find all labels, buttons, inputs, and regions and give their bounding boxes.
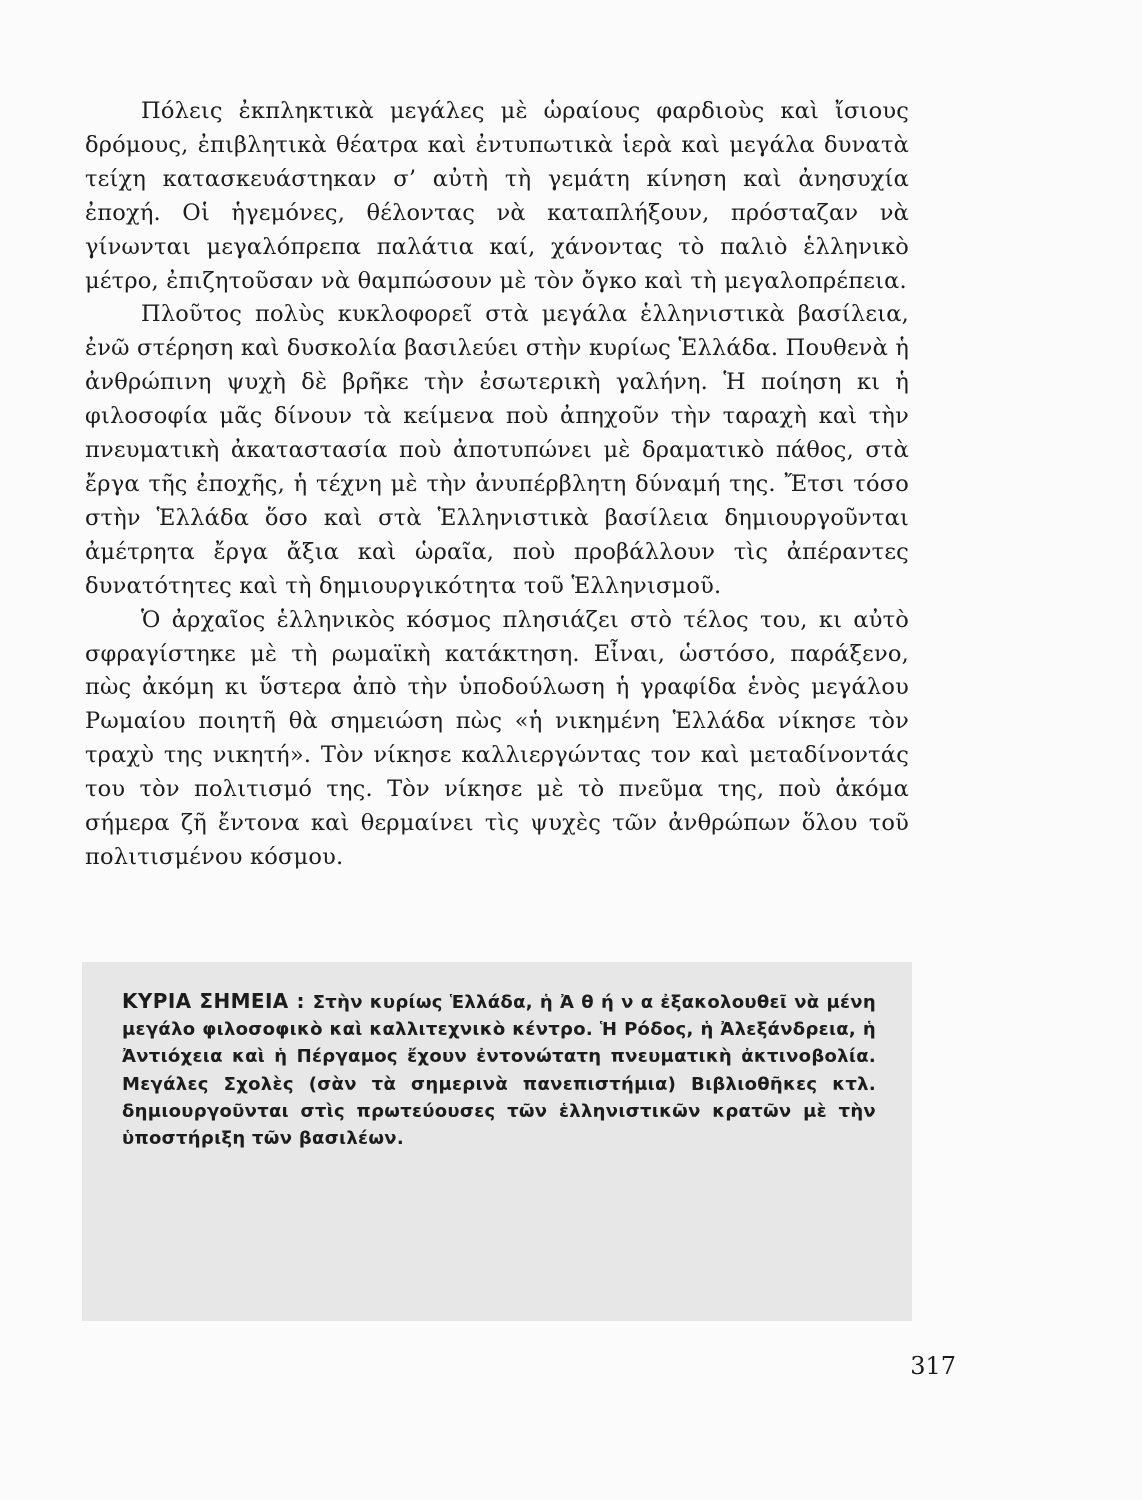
paragraph-3: Ὁ ἀρχαῖος ἑλληνικὸς κόσμος πλησιάζει στὸ τέλος του, κι αὐτὸ σφραγίστηκε μὲ τὴ ρωμαϊκὴ κατάκτηση. Εἶναι, ὡστόσο, παράξενο, πὼς ἀκόμη κι ὕστερα ἀπὸ τὴν ὑποδούλωση ἡ γραφίδα ἑνὸς μεγάλου Ρωμαίου ποιητῆ θὰ σημειώση πὼς «ἡ νικημένη Ἑλλάδα νίκησε τὸν τραχὺ της νικητή». Τὸν νίκησε καλλιεργώντας τον καὶ μεταδίνοντάς του τὸν πολιτισμό της. Τὸν νίκησε μὲ τὸ πνεῦμα της, ποὺ ἀκόμα σήμερα ζῆ ἔντονα καὶ θερμαίνει τὶς ψυχὲς τῶν ἀνθρώπων ὅλου τοῦ πολιτισμένου κόσμου. (85, 606, 909, 870)
summary-heading: ΚΥΡΙΑ ΣΗΜΕΙΑ : (122, 989, 313, 1013)
summary-text (122, 988, 876, 1152)
paragraph-1: Πόλεις ἐκπληκτικὰ μεγάλες μὲ ὡραίους φαρδιοὺς καὶ ἴσιους δρόμους, ἐπιβλητικὰ θέατρα καὶ ἐντυπωτικὰ ἱερὰ καὶ μεγάλα δυνατὰ τείχη κατασκευάστηκαν σ’ αὐτὴ τὴ γεμάτη κίνηση καὶ ἀνησυχία ἐποχή. Οἱ ἡγεμόνες, θέλοντας νὰ καταπλήξουν, πρόσταζαν νὰ γίνωνται μεγαλόπρεπα παλάτια καί, χάνοντας τὸ παλιὸ ἑλληνικὸ μέτρο, ἐπιζητοῦσαν νὰ θαμπώσουν μὲ τὸν ὄγκο καὶ τὴ μεγαλοπρέπεια. (85, 98, 909, 294)
page-number: 317 (910, 1352, 956, 1380)
body-text (85, 95, 909, 875)
summary-box (82, 962, 912, 1321)
summary-body: Στὴν κυρίως Ἑλλάδα, ἡ Ἀ θ ή ν α ἐξακολουθεῖ νὰ μένη μεγάλο φιλοσοφικὸ καὶ καλλιτεχνικὸ κέντρο. Ἡ Ρόδος, ἡ Ἀλεξάνδρεια, ἡ Ἀντιόχεια καὶ ἡ Πέργαμος ἔχουν ἐντονώτατη πνευματικὴ ἀκτινοβολία. Μεγάλες Σχολὲς (σὰν τὰ σημερινὰ πανεπιστήμια) Βιβλιοθῆκες κτλ. δημιουργοῦνται στὶς πρωτεύουσες τῶν ἑλληνιστικῶν κρατῶν μὲ τὴν ὑποστήριξη τῶν βασιλέων. (122, 992, 876, 1150)
paragraph-2: Πλοῦτος πολὺς κυκλοφορεῖ στὰ μεγάλα ἑλληνιστικὰ βασίλεια, ἐνῶ στέρηση καὶ δυσκολία βασιλεύει στὴν κυρίως Ἑλλάδα. Πουθενὰ ἡ ἀνθρώπινη ψυχὴ δὲ βρῆκε τὴν ἐσωτερικὴ γαλήνη. Ἡ ποίηση κι ἡ φιλοσοφία μᾶς δίνουν τὰ κείμενα ποὺ ἀπηχοῦν τὴν ταραχὴ καὶ τὴν πνευματικὴ ἀκαταστασία ποὺ ἀποτυπώνει μὲ δραματικὸ πάθος, στὰ ἔργα τῆς ἐποχῆς, ἡ τέχνη μὲ τὴν ἀνυπέρβλητη δύναμή της. Ἔτσι τόσο στὴν Ἑλλάδα ὅσο καὶ στὰ Ἑλληνιστικὰ βασίλεια δημιουργοῦνται ἀμέτρητα ἔργα ἄξια καὶ ὡραῖα, ποὺ προβάλλουν τὶς ἀπέραντες δυνατότητες καὶ τὴ δημιουργικότητα τοῦ Ἑλληνισμοῦ. (85, 301, 909, 599)
